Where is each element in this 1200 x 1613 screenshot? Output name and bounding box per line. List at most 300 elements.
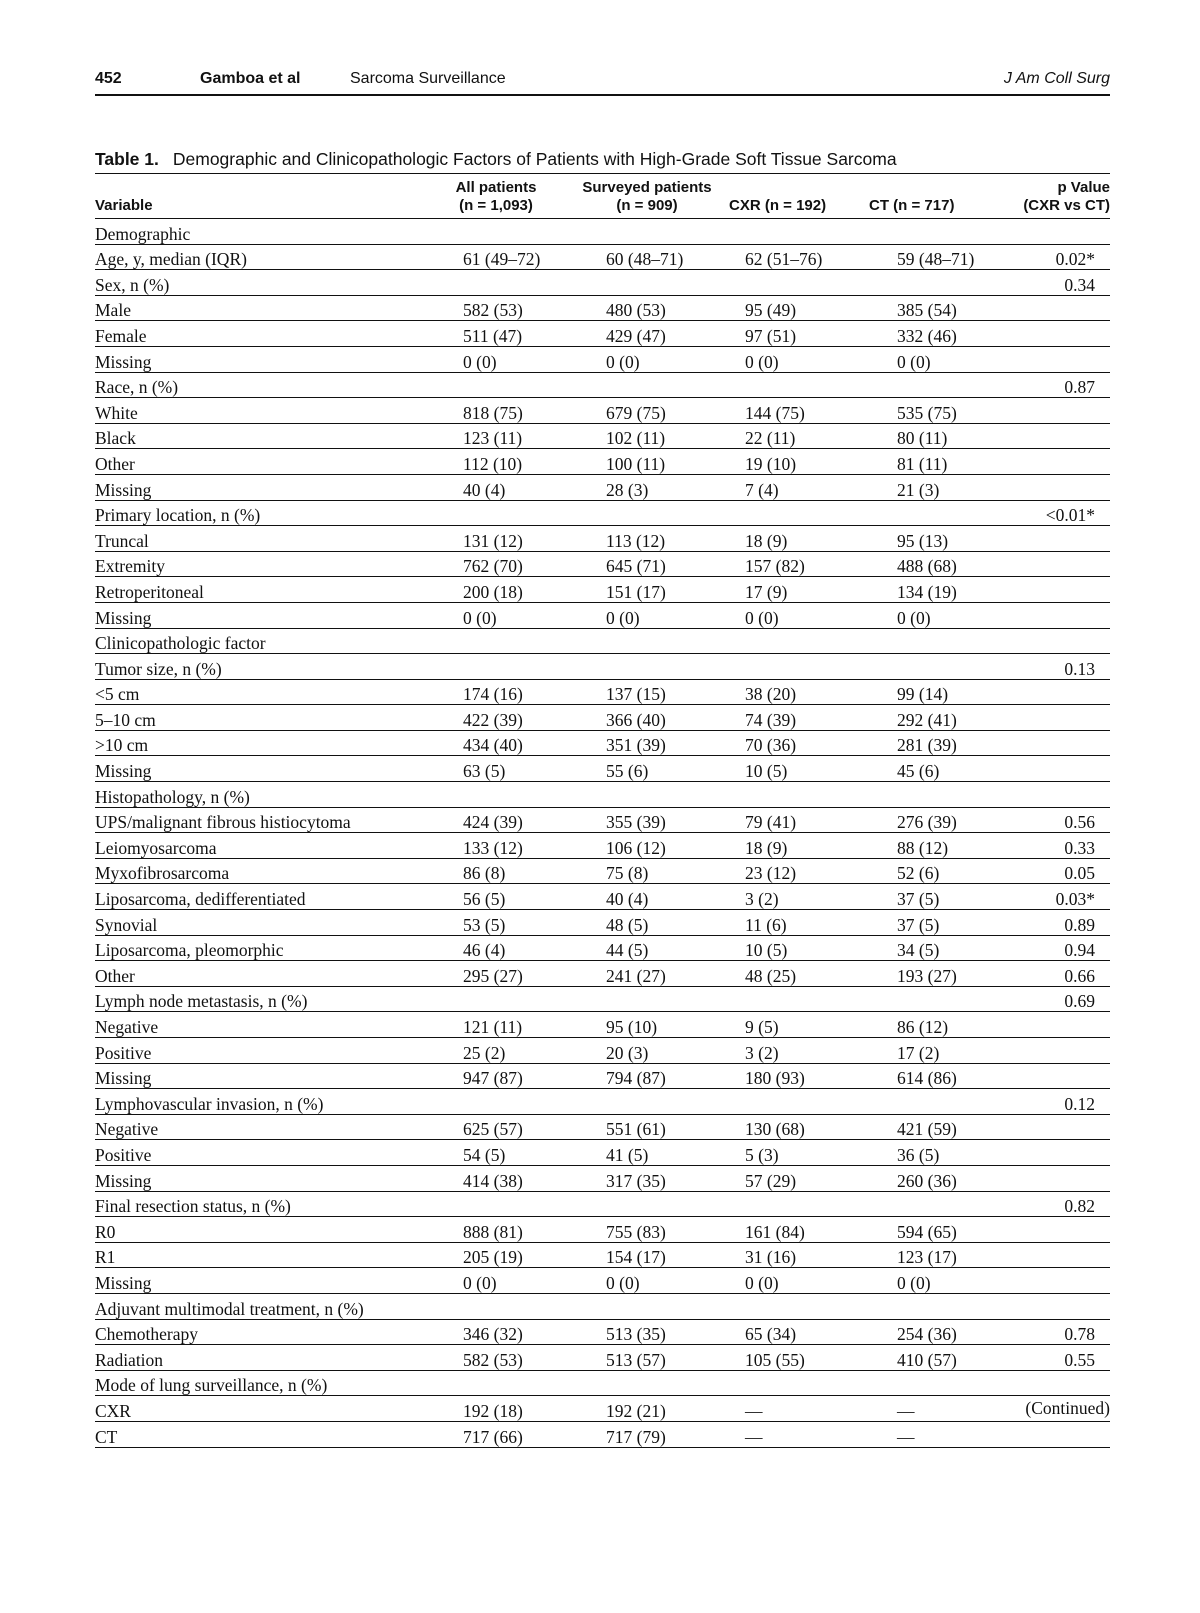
cell-cxr: 130 (68) <box>725 1114 857 1140</box>
cell-p-value <box>990 577 1110 603</box>
cell-cxr <box>725 372 857 398</box>
row-label: Final resection status, n (%) <box>95 1191 423 1217</box>
cell-ct: 385 (54) <box>857 295 990 321</box>
cell-all-patients: 25 (2) <box>423 1038 569 1064</box>
cell-p-value: 0.69 <box>990 986 1110 1012</box>
row-label: R1 <box>95 1242 423 1268</box>
cell-surveyed-patients <box>569 219 725 245</box>
cell-cxr: — <box>725 1421 857 1447</box>
cell-ct: 614 (86) <box>857 1063 990 1089</box>
cell-ct: 34 (5) <box>857 935 990 961</box>
table-row <box>95 679 1110 705</box>
table-row <box>95 398 1110 424</box>
cell-ct <box>857 628 990 654</box>
cell-cxr <box>725 1089 857 1115</box>
table-row <box>95 884 1110 910</box>
cell-surveyed-patients: 755 (83) <box>569 1217 725 1243</box>
cell-p-value <box>990 295 1110 321</box>
cell-all-patients <box>423 986 569 1012</box>
row-label: Histopathology, n (%) <box>95 782 423 808</box>
running-head-title: Sarcoma Surveillance <box>350 70 506 87</box>
cell-ct: 36 (5) <box>857 1140 990 1166</box>
cell-p-value <box>990 756 1110 782</box>
header-cxr: CXR (n = 192) <box>725 174 857 219</box>
cell-ct: 276 (39) <box>857 807 990 833</box>
cell-cxr: 105 (55) <box>725 1345 857 1371</box>
cell-ct: 45 (6) <box>857 756 990 782</box>
cell-cxr: 7 (4) <box>725 474 857 500</box>
cell-ct: 37 (5) <box>857 910 990 936</box>
table-row <box>95 756 1110 782</box>
cell-ct <box>857 654 990 680</box>
cell-cxr: 70 (36) <box>725 730 857 756</box>
cell-p-value <box>990 1038 1110 1064</box>
running-head-authors: Gamboa et al <box>200 70 301 87</box>
row-label: Truncal <box>95 526 423 552</box>
cell-surveyed-patients: 0 (0) <box>569 602 725 628</box>
cell-all-patients <box>423 219 569 245</box>
row-label: Missing <box>95 1063 423 1089</box>
cell-p-value <box>990 321 1110 347</box>
cell-cxr <box>725 782 857 808</box>
cell-cxr: 0 (0) <box>725 346 857 372</box>
table-row <box>95 858 1110 884</box>
cell-cxr: 161 (84) <box>725 1217 857 1243</box>
table-row <box>95 935 1110 961</box>
cell-ct: 21 (3) <box>857 474 990 500</box>
header-all-patients: All patients (n = 1,093) <box>423 174 569 219</box>
cell-surveyed-patients: 100 (11) <box>569 449 725 475</box>
cell-all-patients: 131 (12) <box>423 526 569 552</box>
cell-surveyed-patients <box>569 628 725 654</box>
cell-surveyed-patients <box>569 1089 725 1115</box>
cell-ct <box>857 219 990 245</box>
cell-surveyed-patients: 645 (71) <box>569 551 725 577</box>
cell-all-patients: 295 (27) <box>423 961 569 987</box>
journal-name: J Am Coll Surg <box>1003 70 1110 87</box>
cell-cxr: 23 (12) <box>725 858 857 884</box>
row-label: Age, y, median (IQR) <box>95 244 423 270</box>
cell-ct <box>857 1089 990 1115</box>
cell-all-patients: 582 (53) <box>423 295 569 321</box>
cell-surveyed-patients: 429 (47) <box>569 321 725 347</box>
cell-surveyed-patients: 480 (53) <box>569 295 725 321</box>
cell-p-value: 0.56 <box>990 807 1110 833</box>
cell-cxr <box>725 986 857 1012</box>
cell-surveyed-patients <box>569 782 725 808</box>
row-label: Liposarcoma, pleomorphic <box>95 935 423 961</box>
cell-surveyed-patients <box>569 986 725 1012</box>
row-label: Extremity <box>95 551 423 577</box>
cell-all-patients <box>423 372 569 398</box>
cell-p-value <box>990 1242 1110 1268</box>
table-caption-text: Demographic and Clinicopathologic Factors of Patients with High-Grade Soft Tissue Sarcoma <box>172 149 897 169</box>
row-label: Other <box>95 449 423 475</box>
cell-all-patients: 888 (81) <box>423 1217 569 1243</box>
row-label: Mode of lung surveillance, n (%) <box>95 1370 423 1396</box>
cell-p-value: 0.12 <box>990 1089 1110 1115</box>
cell-p-value <box>990 1114 1110 1140</box>
table-section-row <box>95 628 1110 654</box>
table-row <box>95 1370 1110 1396</box>
cell-p-value <box>990 346 1110 372</box>
row-label: R0 <box>95 1217 423 1243</box>
table-row <box>95 423 1110 449</box>
cell-all-patients <box>423 1370 569 1396</box>
cell-all-patients: 54 (5) <box>423 1140 569 1166</box>
table-row <box>95 1319 1110 1345</box>
table-row <box>95 526 1110 552</box>
demographics-table <box>95 173 1110 1448</box>
cell-surveyed-patients: 679 (75) <box>569 398 725 424</box>
cell-all-patients <box>423 1293 569 1319</box>
cell-ct: 80 (11) <box>857 423 990 449</box>
table-row <box>95 782 1110 808</box>
table-row <box>95 1345 1110 1371</box>
cell-all-patients: 434 (40) <box>423 730 569 756</box>
cell-p-value: 0.78 <box>990 1319 1110 1345</box>
row-label: Chemotherapy <box>95 1319 423 1345</box>
cell-surveyed-patients <box>569 1293 725 1319</box>
cell-all-patients: 582 (53) <box>423 1345 569 1371</box>
table-header-row <box>95 174 1110 219</box>
table-row <box>95 346 1110 372</box>
cell-p-value <box>990 526 1110 552</box>
cell-cxr: 65 (34) <box>725 1319 857 1345</box>
cell-cxr: 0 (0) <box>725 1268 857 1294</box>
table-row <box>95 1038 1110 1064</box>
cell-all-patients: 61 (49–72) <box>423 244 569 270</box>
cell-ct: 193 (27) <box>857 961 990 987</box>
cell-surveyed-patients <box>569 500 725 526</box>
cell-ct: 535 (75) <box>857 398 990 424</box>
table-row <box>95 244 1110 270</box>
cell-surveyed-patients: 717 (79) <box>569 1421 725 1447</box>
table-row <box>95 961 1110 987</box>
table-row <box>95 807 1110 833</box>
cell-all-patients <box>423 1089 569 1115</box>
cell-ct: 81 (11) <box>857 449 990 475</box>
cell-surveyed-patients: 60 (48–71) <box>569 244 725 270</box>
row-label: <5 cm <box>95 679 423 705</box>
row-label: Positive <box>95 1038 423 1064</box>
table-row <box>95 654 1110 680</box>
cell-p-value: 0.66 <box>990 961 1110 987</box>
cell-surveyed-patients: 366 (40) <box>569 705 725 731</box>
cell-ct <box>857 782 990 808</box>
cell-ct: 17 (2) <box>857 1038 990 1064</box>
cell-cxr: 5 (3) <box>725 1140 857 1166</box>
row-label: Primary location, n (%) <box>95 500 423 526</box>
cell-all-patients: 625 (57) <box>423 1114 569 1140</box>
cell-surveyed-patients: 55 (6) <box>569 756 725 782</box>
cell-p-value: 0.94 <box>990 935 1110 961</box>
cell-p-value: 0.03* <box>990 884 1110 910</box>
cell-ct: 292 (41) <box>857 705 990 731</box>
cell-cxr: 95 (49) <box>725 295 857 321</box>
cell-p-value: 0.13 <box>990 654 1110 680</box>
row-label: Retroperitoneal <box>95 577 423 603</box>
table-row <box>95 1242 1110 1268</box>
cell-ct: 99 (14) <box>857 679 990 705</box>
cell-ct: 123 (17) <box>857 1242 990 1268</box>
cell-cxr: 31 (16) <box>725 1242 857 1268</box>
row-label: Lymphovascular invasion, n (%) <box>95 1089 423 1115</box>
cell-p-value <box>990 551 1110 577</box>
cell-ct: 254 (36) <box>857 1319 990 1345</box>
cell-cxr: 57 (29) <box>725 1165 857 1191</box>
cell-ct: 88 (12) <box>857 833 990 859</box>
table-section-row <box>95 219 1110 245</box>
row-label: Missing <box>95 474 423 500</box>
cell-cxr: 3 (2) <box>725 884 857 910</box>
row-label: Clinicopathologic factor <box>95 628 423 654</box>
table-row <box>95 295 1110 321</box>
header-ct: CT (n = 717) <box>857 174 990 219</box>
cell-ct: 0 (0) <box>857 346 990 372</box>
cell-all-patients <box>423 782 569 808</box>
cell-surveyed-patients: 44 (5) <box>569 935 725 961</box>
cell-ct <box>857 1370 990 1396</box>
cell-p-value: 0.89 <box>990 910 1110 936</box>
row-label: Lymph node metastasis, n (%) <box>95 986 423 1012</box>
cell-all-patients <box>423 270 569 296</box>
cell-cxr: 157 (82) <box>725 551 857 577</box>
cell-all-patients: 414 (38) <box>423 1165 569 1191</box>
cell-surveyed-patients: 106 (12) <box>569 833 725 859</box>
cell-all-patients: 46 (4) <box>423 935 569 961</box>
row-label: Black <box>95 423 423 449</box>
cell-ct: 594 (65) <box>857 1217 990 1243</box>
cell-p-value <box>990 705 1110 731</box>
table-label: Table 1. <box>95 149 159 169</box>
row-label: Myxofibrosarcoma <box>95 858 423 884</box>
table-body <box>95 219 1110 1448</box>
table-row <box>95 500 1110 526</box>
header-surveyed-patients: Surveyed patients (n = 909) <box>569 174 725 219</box>
cell-all-patients: 947 (87) <box>423 1063 569 1089</box>
cell-p-value <box>990 1370 1110 1396</box>
cell-surveyed-patients: 513 (57) <box>569 1345 725 1371</box>
cell-ct: 260 (36) <box>857 1165 990 1191</box>
table-row <box>95 833 1110 859</box>
cell-surveyed-patients: 75 (8) <box>569 858 725 884</box>
cell-cxr: 144 (75) <box>725 398 857 424</box>
cell-ct: 86 (12) <box>857 1012 990 1038</box>
cell-p-value <box>990 602 1110 628</box>
cell-all-patients: 192 (18) <box>423 1396 569 1422</box>
cell-ct: 421 (59) <box>857 1114 990 1140</box>
continued-note: (Continued) <box>1025 1398 1110 1418</box>
table-row <box>95 551 1110 577</box>
cell-surveyed-patients: 317 (35) <box>569 1165 725 1191</box>
cell-cxr <box>725 1370 857 1396</box>
table-row <box>95 1191 1110 1217</box>
cell-ct: 332 (46) <box>857 321 990 347</box>
row-label: Radiation <box>95 1345 423 1371</box>
cell-cxr <box>725 628 857 654</box>
cell-all-patients <box>423 654 569 680</box>
cell-p-value <box>990 1140 1110 1166</box>
cell-ct: — <box>857 1396 990 1422</box>
cell-all-patients: 717 (66) <box>423 1421 569 1447</box>
row-label: Demographic <box>95 219 423 245</box>
cell-cxr: 19 (10) <box>725 449 857 475</box>
cell-all-patients: 63 (5) <box>423 756 569 782</box>
cell-cxr <box>725 500 857 526</box>
row-label: Missing <box>95 602 423 628</box>
cell-all-patients: 0 (0) <box>423 602 569 628</box>
table-row <box>95 1268 1110 1294</box>
table-row <box>95 449 1110 475</box>
cell-cxr: 62 (51–76) <box>725 244 857 270</box>
cell-surveyed-patients: 28 (3) <box>569 474 725 500</box>
table-row <box>95 270 1110 296</box>
table-row <box>95 730 1110 756</box>
row-label: Missing <box>95 1165 423 1191</box>
cell-surveyed-patients: 192 (21) <box>569 1396 725 1422</box>
cell-surveyed-patients <box>569 1370 725 1396</box>
cell-p-value <box>990 679 1110 705</box>
cell-p-value: 0.33 <box>990 833 1110 859</box>
row-label: Sex, n (%) <box>95 270 423 296</box>
cell-cxr: 74 (39) <box>725 705 857 731</box>
cell-all-patients: 112 (10) <box>423 449 569 475</box>
row-label: Negative <box>95 1012 423 1038</box>
cell-ct: 0 (0) <box>857 602 990 628</box>
cell-surveyed-patients: 41 (5) <box>569 1140 725 1166</box>
cell-p-value <box>990 474 1110 500</box>
cell-cxr: 3 (2) <box>725 1038 857 1064</box>
cell-all-patients: 123 (11) <box>423 423 569 449</box>
row-label: CXR <box>95 1396 423 1422</box>
cell-surveyed-patients: 513 (35) <box>569 1319 725 1345</box>
header-variable: Variable <box>95 174 423 219</box>
page-number: 452 <box>95 70 122 87</box>
cell-all-patients: 205 (19) <box>423 1242 569 1268</box>
cell-all-patients <box>423 628 569 654</box>
row-label: Synovial <box>95 910 423 936</box>
row-label: >10 cm <box>95 730 423 756</box>
cell-all-patients <box>423 500 569 526</box>
cell-p-value <box>990 423 1110 449</box>
table-row <box>95 602 1110 628</box>
cell-all-patients: 121 (11) <box>423 1012 569 1038</box>
cell-surveyed-patients: 351 (39) <box>569 730 725 756</box>
table-row <box>95 705 1110 731</box>
table-row <box>95 986 1110 1012</box>
running-head <box>95 68 1110 96</box>
cell-all-patients: 40 (4) <box>423 474 569 500</box>
table-row <box>95 910 1110 936</box>
table-row <box>95 1165 1110 1191</box>
cell-cxr <box>725 219 857 245</box>
cell-surveyed-patients <box>569 372 725 398</box>
table-row <box>95 1114 1110 1140</box>
cell-surveyed-patients <box>569 654 725 680</box>
cell-surveyed-patients <box>569 1191 725 1217</box>
row-label: White <box>95 398 423 424</box>
cell-p-value: <0.01* <box>990 500 1110 526</box>
cell-all-patients: 0 (0) <box>423 1268 569 1294</box>
cell-all-patients: 200 (18) <box>423 577 569 603</box>
cell-cxr: 18 (9) <box>725 833 857 859</box>
cell-ct <box>857 986 990 1012</box>
cell-p-value <box>990 1063 1110 1089</box>
cell-all-patients: 422 (39) <box>423 705 569 731</box>
table-row <box>95 474 1110 500</box>
cell-cxr: — <box>725 1396 857 1422</box>
cell-surveyed-patients: 0 (0) <box>569 1268 725 1294</box>
row-label: Missing <box>95 756 423 782</box>
cell-p-value: 0.05 <box>990 858 1110 884</box>
cell-ct: — <box>857 1421 990 1447</box>
cell-all-patients: 86 (8) <box>423 858 569 884</box>
row-label: Negative <box>95 1114 423 1140</box>
cell-ct: 95 (13) <box>857 526 990 552</box>
cell-ct: 488 (68) <box>857 551 990 577</box>
row-label: Tumor size, n (%) <box>95 654 423 680</box>
cell-p-value <box>990 398 1110 424</box>
row-label: Female <box>95 321 423 347</box>
cell-ct <box>857 270 990 296</box>
cell-surveyed-patients: 113 (12) <box>569 526 725 552</box>
row-label: 5–10 cm <box>95 705 423 731</box>
cell-surveyed-patients: 151 (17) <box>569 577 725 603</box>
cell-surveyed-patients: 102 (11) <box>569 423 725 449</box>
cell-ct: 281 (39) <box>857 730 990 756</box>
row-label: Missing <box>95 1268 423 1294</box>
cell-cxr: 22 (11) <box>725 423 857 449</box>
cell-cxr <box>725 654 857 680</box>
cell-ct <box>857 372 990 398</box>
cell-p-value: 0.34 <box>990 270 1110 296</box>
cell-p-value: 0.02* <box>990 244 1110 270</box>
row-label: Other <box>95 961 423 987</box>
row-label: UPS/malignant fibrous histiocytoma <box>95 807 423 833</box>
table-row <box>95 1421 1110 1447</box>
cell-p-value <box>990 1421 1110 1447</box>
table-row <box>95 1396 1110 1422</box>
cell-cxr: 9 (5) <box>725 1012 857 1038</box>
cell-all-patients: 511 (47) <box>423 321 569 347</box>
cell-p-value <box>990 782 1110 808</box>
cell-surveyed-patients: 154 (17) <box>569 1242 725 1268</box>
row-label: Male <box>95 295 423 321</box>
table-row <box>95 1063 1110 1089</box>
cell-p-value <box>990 1217 1110 1243</box>
cell-surveyed-patients <box>569 270 725 296</box>
row-label: Leiomyosarcoma <box>95 833 423 859</box>
cell-p-value <box>990 1293 1110 1319</box>
cell-cxr: 38 (20) <box>725 679 857 705</box>
cell-ct: 134 (19) <box>857 577 990 603</box>
cell-all-patients <box>423 1191 569 1217</box>
table-row <box>95 1293 1110 1319</box>
cell-ct: 37 (5) <box>857 884 990 910</box>
cell-p-value <box>990 1268 1110 1294</box>
cell-surveyed-patients: 0 (0) <box>569 346 725 372</box>
cell-all-patients: 56 (5) <box>423 884 569 910</box>
cell-cxr: 10 (5) <box>725 935 857 961</box>
cell-ct: 59 (48–71) <box>857 244 990 270</box>
table-caption <box>95 149 1110 170</box>
cell-p-value: 0.87 <box>990 372 1110 398</box>
cell-p-value <box>990 730 1110 756</box>
table-row <box>95 1089 1110 1115</box>
table-row <box>95 372 1110 398</box>
cell-cxr: 180 (93) <box>725 1063 857 1089</box>
